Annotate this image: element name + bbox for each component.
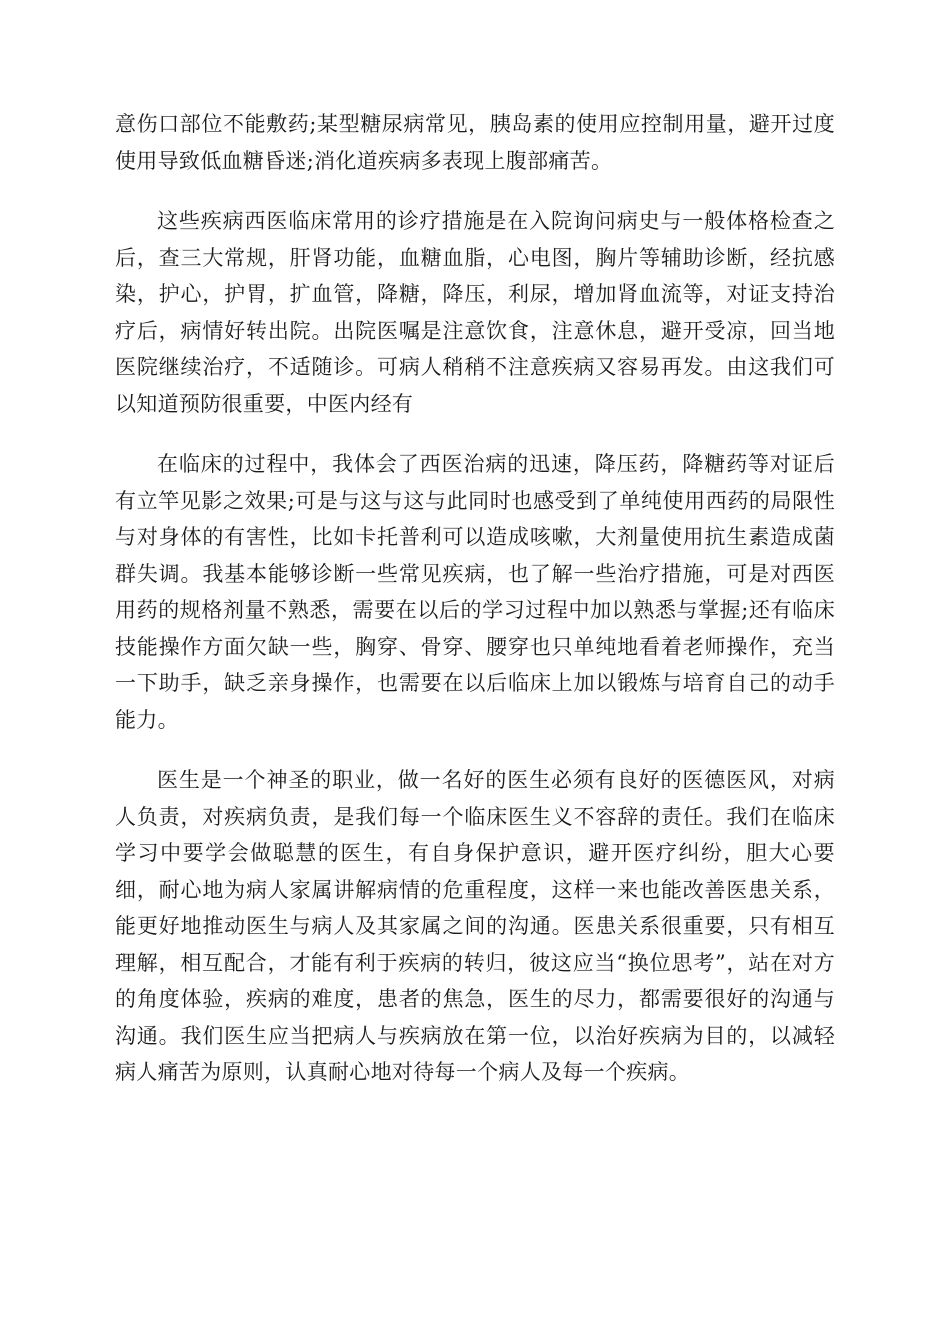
paragraph-4: 医生是一个神圣的职业，做一名好的医生必须有良好的医德医风，对病人负责，对疾病负责，是我们每一个临床医生义不容辞的责任。我们在临床学习中要学会做聪慧的医生，有自身保护意识，避开医疗纠纷，胆大心要细，耐心地为病人家属讲解病情的危重程度，这样一来也能改善医患关系，能更好地推动医生与病人及其家属之间的沟通。医患关系很重要，只有相互理解，相互配合，才能有利于疾病的转归，彼这应当“换位思考”，站在对方的角度体验，疾病的难度，患者的焦急，医生的尽力，都需要很好的沟通与沟通。我们医生应当把病人与疾病放在第一位，以治好疾病为目的，以减轻病人痛苦为原则，认真耐心地对待每一个病人及每一个疾病。 — [115, 768, 835, 1084]
paragraph-3: 在临床的过程中，我体会了西医治病的迅速，降压药，降糖药等对证后有立竿见影之效果;可是与这与这与此同时也感受到了单纯使用西药的局限性与对身体的有害性，比如卡托普利可以造成咳嗽，大剂量使用抗生素造成菌群失调。我基本能够诊断一些常见疾病，也了解一些治疗措施，可是对西医用药的规格剂量不熟悉，需要在以后的学习过程中加以熟悉与掌握;还有临床技能操作方面欠缺一些，胸穿、骨穿、腰穿也只单纯地看着老师操作，充当一下助手，缺乏亲身操作，也需要在以后临床上加以锻炼与培育自己的动手能力。 — [115, 452, 835, 732]
paragraph-2: 这些疾病西医临床常用的诊疗措施是在入院询问病史与一般体格检查之后，查三大常规，肝肾功能，血糖血脂，心电图，胸片等辅助诊断，经抗感染，护心，护胃，扩血管，降糖，降压，利尿，增加肾血流等，对证支持治疗后，病情好转出院。出院医嘱是注意饮食，注意休息，避开受凉，回当地医院继续治疗，不适随诊。可病人稍稍不注意疾病又容易再发。由这我们可以知道预防很重要，中医内经有 — [115, 209, 835, 416]
document-body — [115, 106, 835, 1115]
paragraph-1: 意伤口部位不能敷药;某型糖尿病常见，胰岛素的使用应控制用量，避开过度使用导致低血糖昏迷;消化道疾病多表现上腹部痛苦。 — [115, 112, 835, 173]
